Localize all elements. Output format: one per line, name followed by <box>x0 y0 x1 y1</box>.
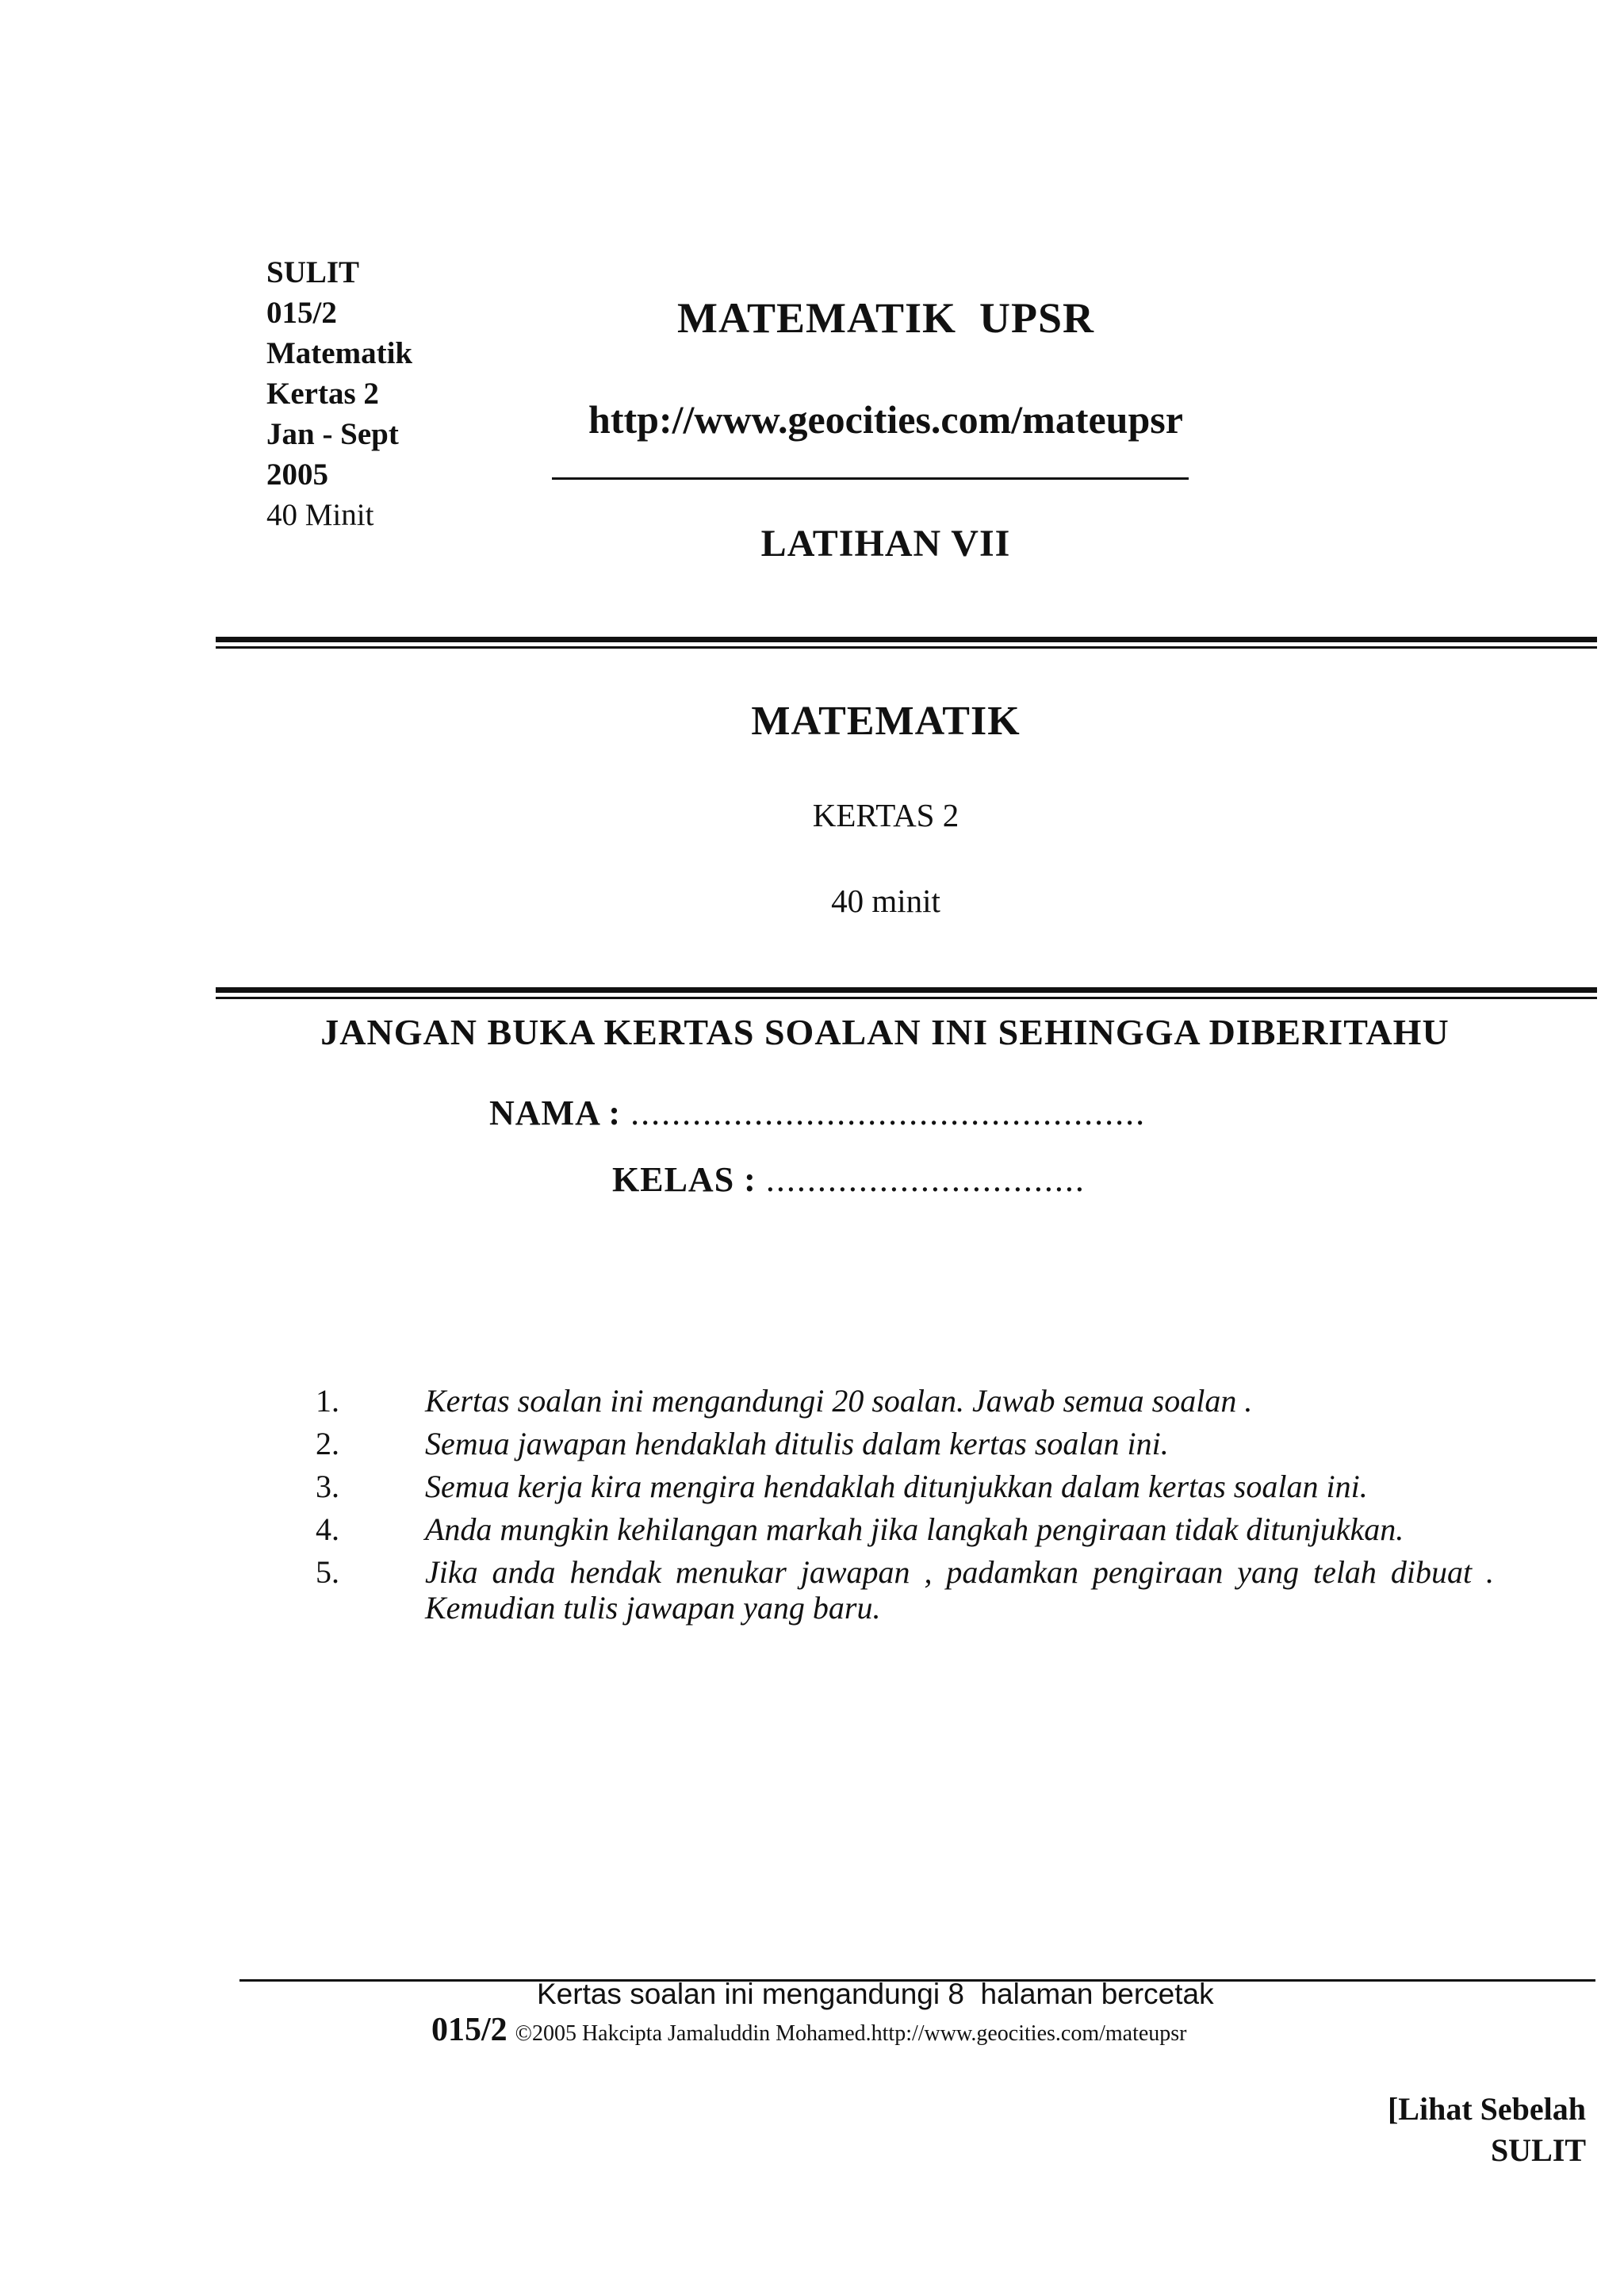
list-item: 5. Jika anda hendak menukar jawapan , padamkan pengiraan yang telah dibuat . Kemudian tulis jawapan yang baru. <box>316 1554 1494 1626</box>
list-item: 4. Anda mungkin kehilangan markah jika langkah pengiraan tidak ditunjukkan. <box>316 1511 1404 1547</box>
duration-label: 40 Minit <box>266 498 374 532</box>
main-paper: KERTAS 2 <box>812 797 959 833</box>
header-left-block <box>266 252 412 535</box>
kelas-field[interactable] <box>612 1159 1086 1200</box>
main-duration: 40 minit <box>831 883 940 919</box>
list-item: 1. Kertas soalan ini mengandungi 20 soalan. Jawab semua soalan . <box>316 1383 1253 1419</box>
subject-label: Matematik <box>266 336 413 370</box>
list-item: 3. Semua kerja kira mengira hendaklah ditunjukkan dalam kertas soalan ini. <box>316 1469 1368 1504</box>
year-label: 2005 <box>266 458 328 492</box>
footer-code: 015/2 <box>431 2012 508 2048</box>
turn-over-note <box>1332 2089 1586 2171</box>
nama-field[interactable] <box>489 1093 1146 1133</box>
footer-sulit: SULIT <box>1490 2132 1586 2168</box>
kelas-label: KELAS : <box>612 1160 756 1199</box>
url-underline <box>552 477 1189 480</box>
kelas-dots: ............................... <box>765 1160 1086 1199</box>
period-label: Jan - Sept <box>266 417 399 451</box>
exercise-title: LATIHAN VII <box>760 523 1011 565</box>
header-url: http://www.geocities.com/mateupsr <box>588 397 1183 442</box>
footer-pages-note: Kertas soalan ini mengandungi 8 halaman bercetak <box>537 1978 1214 2010</box>
paper-label: Kertas 2 <box>266 377 379 411</box>
main-subject: MATEMATIK <box>751 699 1021 744</box>
header-title: MATEMATIK UPSR <box>677 294 1094 342</box>
lihat-sebelah: [Lihat Sebelah <box>1387 2091 1586 2127</box>
nama-dots: .................................................. <box>630 1093 1147 1132</box>
footer-copyright-line <box>431 2011 1187 2049</box>
paper-code: 015/2 <box>266 296 337 330</box>
sulit-label: SULIT <box>266 255 360 289</box>
double-rule-top <box>216 637 1597 649</box>
instructions-list <box>308 1383 1494 1633</box>
footer-copyright: ©2005 Hakcipta Jamaluddin Mohamed.http://www.geocities.com/mateupsr <box>515 2021 1187 2046</box>
warning-text: JANGAN BUKA KERTAS SOALAN INI SEHINGGA DIBERITAHU <box>320 1012 1450 1052</box>
double-rule-bottom <box>216 987 1597 999</box>
nama-label: NAMA : <box>489 1093 622 1132</box>
list-item: 2. Semua jawapan hendaklah ditulis dalam kertas soalan ini. <box>316 1426 1169 1461</box>
